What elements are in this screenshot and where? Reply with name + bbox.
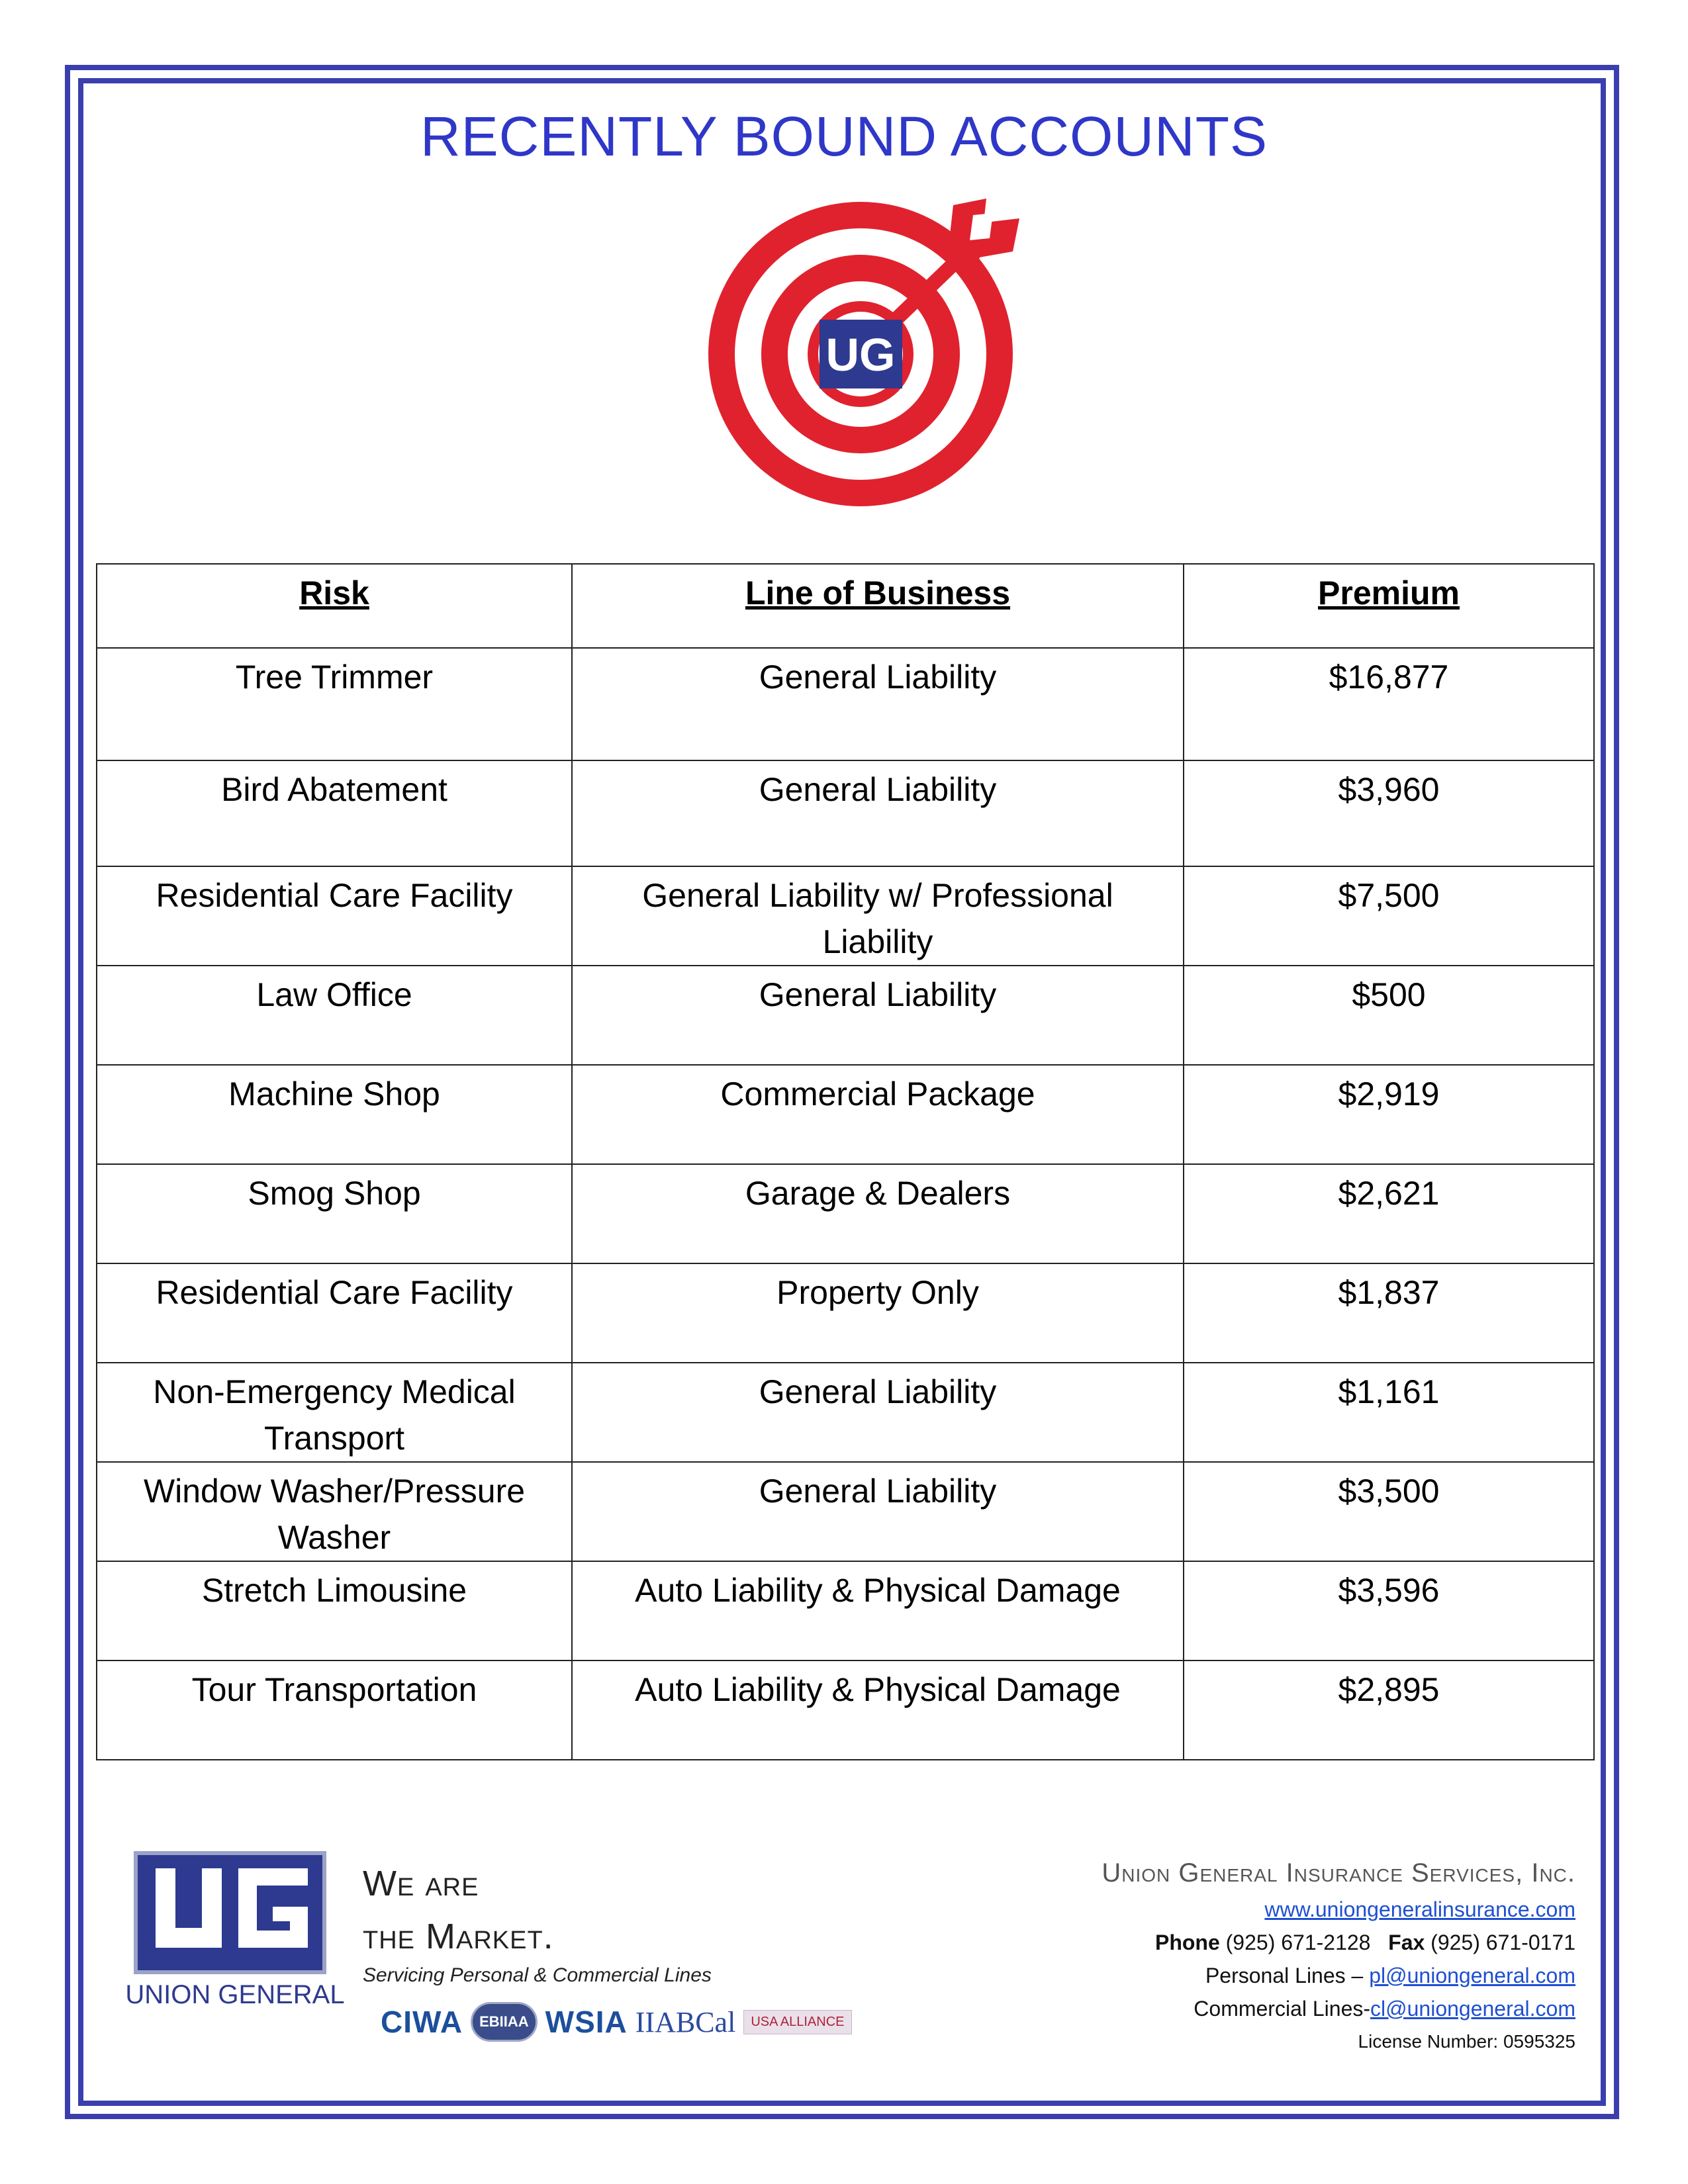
table-row xyxy=(97,1363,1594,1462)
cell-line: General Liability xyxy=(572,760,1184,866)
personal-lines-line xyxy=(1102,1959,1575,1992)
commercial-lines-label: Commercial Lines- xyxy=(1194,1997,1371,2021)
cell-premium: $2,919 xyxy=(1184,1065,1594,1164)
cell-line: Property Only xyxy=(572,1263,1184,1363)
union-general-logo-icon xyxy=(119,1850,351,2015)
cell-risk: Tree Trimmer xyxy=(97,648,572,760)
cell-premium: $3,960 xyxy=(1184,760,1594,866)
cell-line: General Liability w/ Professional Liability xyxy=(572,866,1184,966)
commercial-email-link[interactable]: cl@uniongeneral.com xyxy=(1370,1997,1575,2021)
cell-line: Garage & Dealers xyxy=(572,1164,1184,1263)
cell-risk: Smog Shop xyxy=(97,1164,572,1263)
page-title: RECENTLY BOUND ACCOUNTS xyxy=(420,105,1268,167)
table-row xyxy=(97,1263,1594,1363)
cell-risk: Machine Shop xyxy=(97,1065,572,1164)
cell-premium: $16,877 xyxy=(1184,648,1594,760)
wsia-logo: WSIA xyxy=(545,2005,628,2039)
table-row xyxy=(97,866,1594,966)
fax-label: Fax xyxy=(1388,1931,1425,1954)
cell-risk: Bird Abatement xyxy=(97,760,572,866)
commercial-lines-line xyxy=(1102,1992,1575,2025)
cell-line: General Liability xyxy=(572,1462,1184,1561)
header-line-of-business: Line of Business xyxy=(572,564,1184,648)
target-logo-icon xyxy=(702,179,1046,510)
contact-block xyxy=(1102,1853,1575,2058)
cell-premium: $3,500 xyxy=(1184,1462,1594,1561)
cell-risk: Non-Emergency Medical Transport xyxy=(97,1363,572,1462)
cell-risk: Law Office xyxy=(97,966,572,1065)
cell-line: Commercial Package xyxy=(572,1065,1184,1164)
slogan-line-2: the Market. xyxy=(363,1917,554,1956)
cell-risk: Window Washer/Pressure Washer xyxy=(97,1462,572,1561)
iiabcal-logo: IIABCal xyxy=(635,2005,736,2038)
personal-lines-label: Personal Lines – xyxy=(1205,1964,1364,1987)
cell-premium: $500 xyxy=(1184,966,1594,1065)
table-row xyxy=(97,1661,1594,1760)
association-logos xyxy=(381,2002,852,2042)
table-row xyxy=(97,1164,1594,1263)
cell-risk: Residential Care Facility xyxy=(97,866,572,966)
usa-alliance-logo: USA ALLIANCE xyxy=(743,2010,851,2034)
cell-risk: Stretch Limousine xyxy=(97,1561,572,1661)
ebiiaa-logo: EBIIAA xyxy=(471,2002,538,2042)
table-row xyxy=(97,648,1594,760)
table-row xyxy=(97,1462,1594,1561)
cell-line: Auto Liability & Physical Damage xyxy=(572,1661,1184,1760)
cell-premium: $3,596 xyxy=(1184,1561,1594,1661)
cell-line: General Liability xyxy=(572,1363,1184,1462)
phone-fax-line xyxy=(1102,1926,1575,1959)
cell-premium: $1,837 xyxy=(1184,1263,1594,1363)
svg-text:UNION GENERAL: UNION GENERAL xyxy=(125,1980,345,2009)
accounts-table xyxy=(96,563,1595,1760)
table-row xyxy=(97,966,1594,1065)
personal-email-link[interactable]: pl@uniongeneral.com xyxy=(1369,1964,1575,1987)
cell-line: Auto Liability & Physical Damage xyxy=(572,1561,1184,1661)
cell-risk: Tour Transportation xyxy=(97,1661,572,1760)
table-header-row xyxy=(97,564,1594,648)
cell-risk: Residential Care Facility xyxy=(97,1263,572,1363)
cell-line: General Liability xyxy=(572,648,1184,760)
cell-premium: $2,621 xyxy=(1184,1164,1594,1263)
table-row xyxy=(97,1561,1594,1661)
cell-line: General Liability xyxy=(572,966,1184,1065)
phone-number: (925) 671-2128 xyxy=(1225,1931,1371,1954)
table-row xyxy=(97,760,1594,866)
cell-premium: $7,500 xyxy=(1184,866,1594,966)
slogan-line-1: We are xyxy=(363,1864,479,1903)
svg-text:UG: UG xyxy=(825,329,896,381)
website-link[interactable]: www.uniongeneralinsurance.com xyxy=(1264,1897,1575,1921)
cell-premium: $1,161 xyxy=(1184,1363,1594,1462)
ciwa-logo: CIWA xyxy=(381,2005,463,2039)
fax-number: (925) 671-0171 xyxy=(1430,1931,1575,1954)
cell-premium: $2,895 xyxy=(1184,1661,1594,1760)
phone-label: Phone xyxy=(1154,1931,1220,1954)
header-premium: Premium xyxy=(1184,564,1594,648)
table-row xyxy=(97,1065,1594,1164)
license-number: License Number: 0595325 xyxy=(1358,2031,1575,2052)
tagline: Servicing Personal & Commercial Lines xyxy=(363,1964,712,1986)
header-risk: Risk xyxy=(97,564,572,648)
company-name: Union General Insurance Services, Inc. xyxy=(1102,1858,1575,1888)
